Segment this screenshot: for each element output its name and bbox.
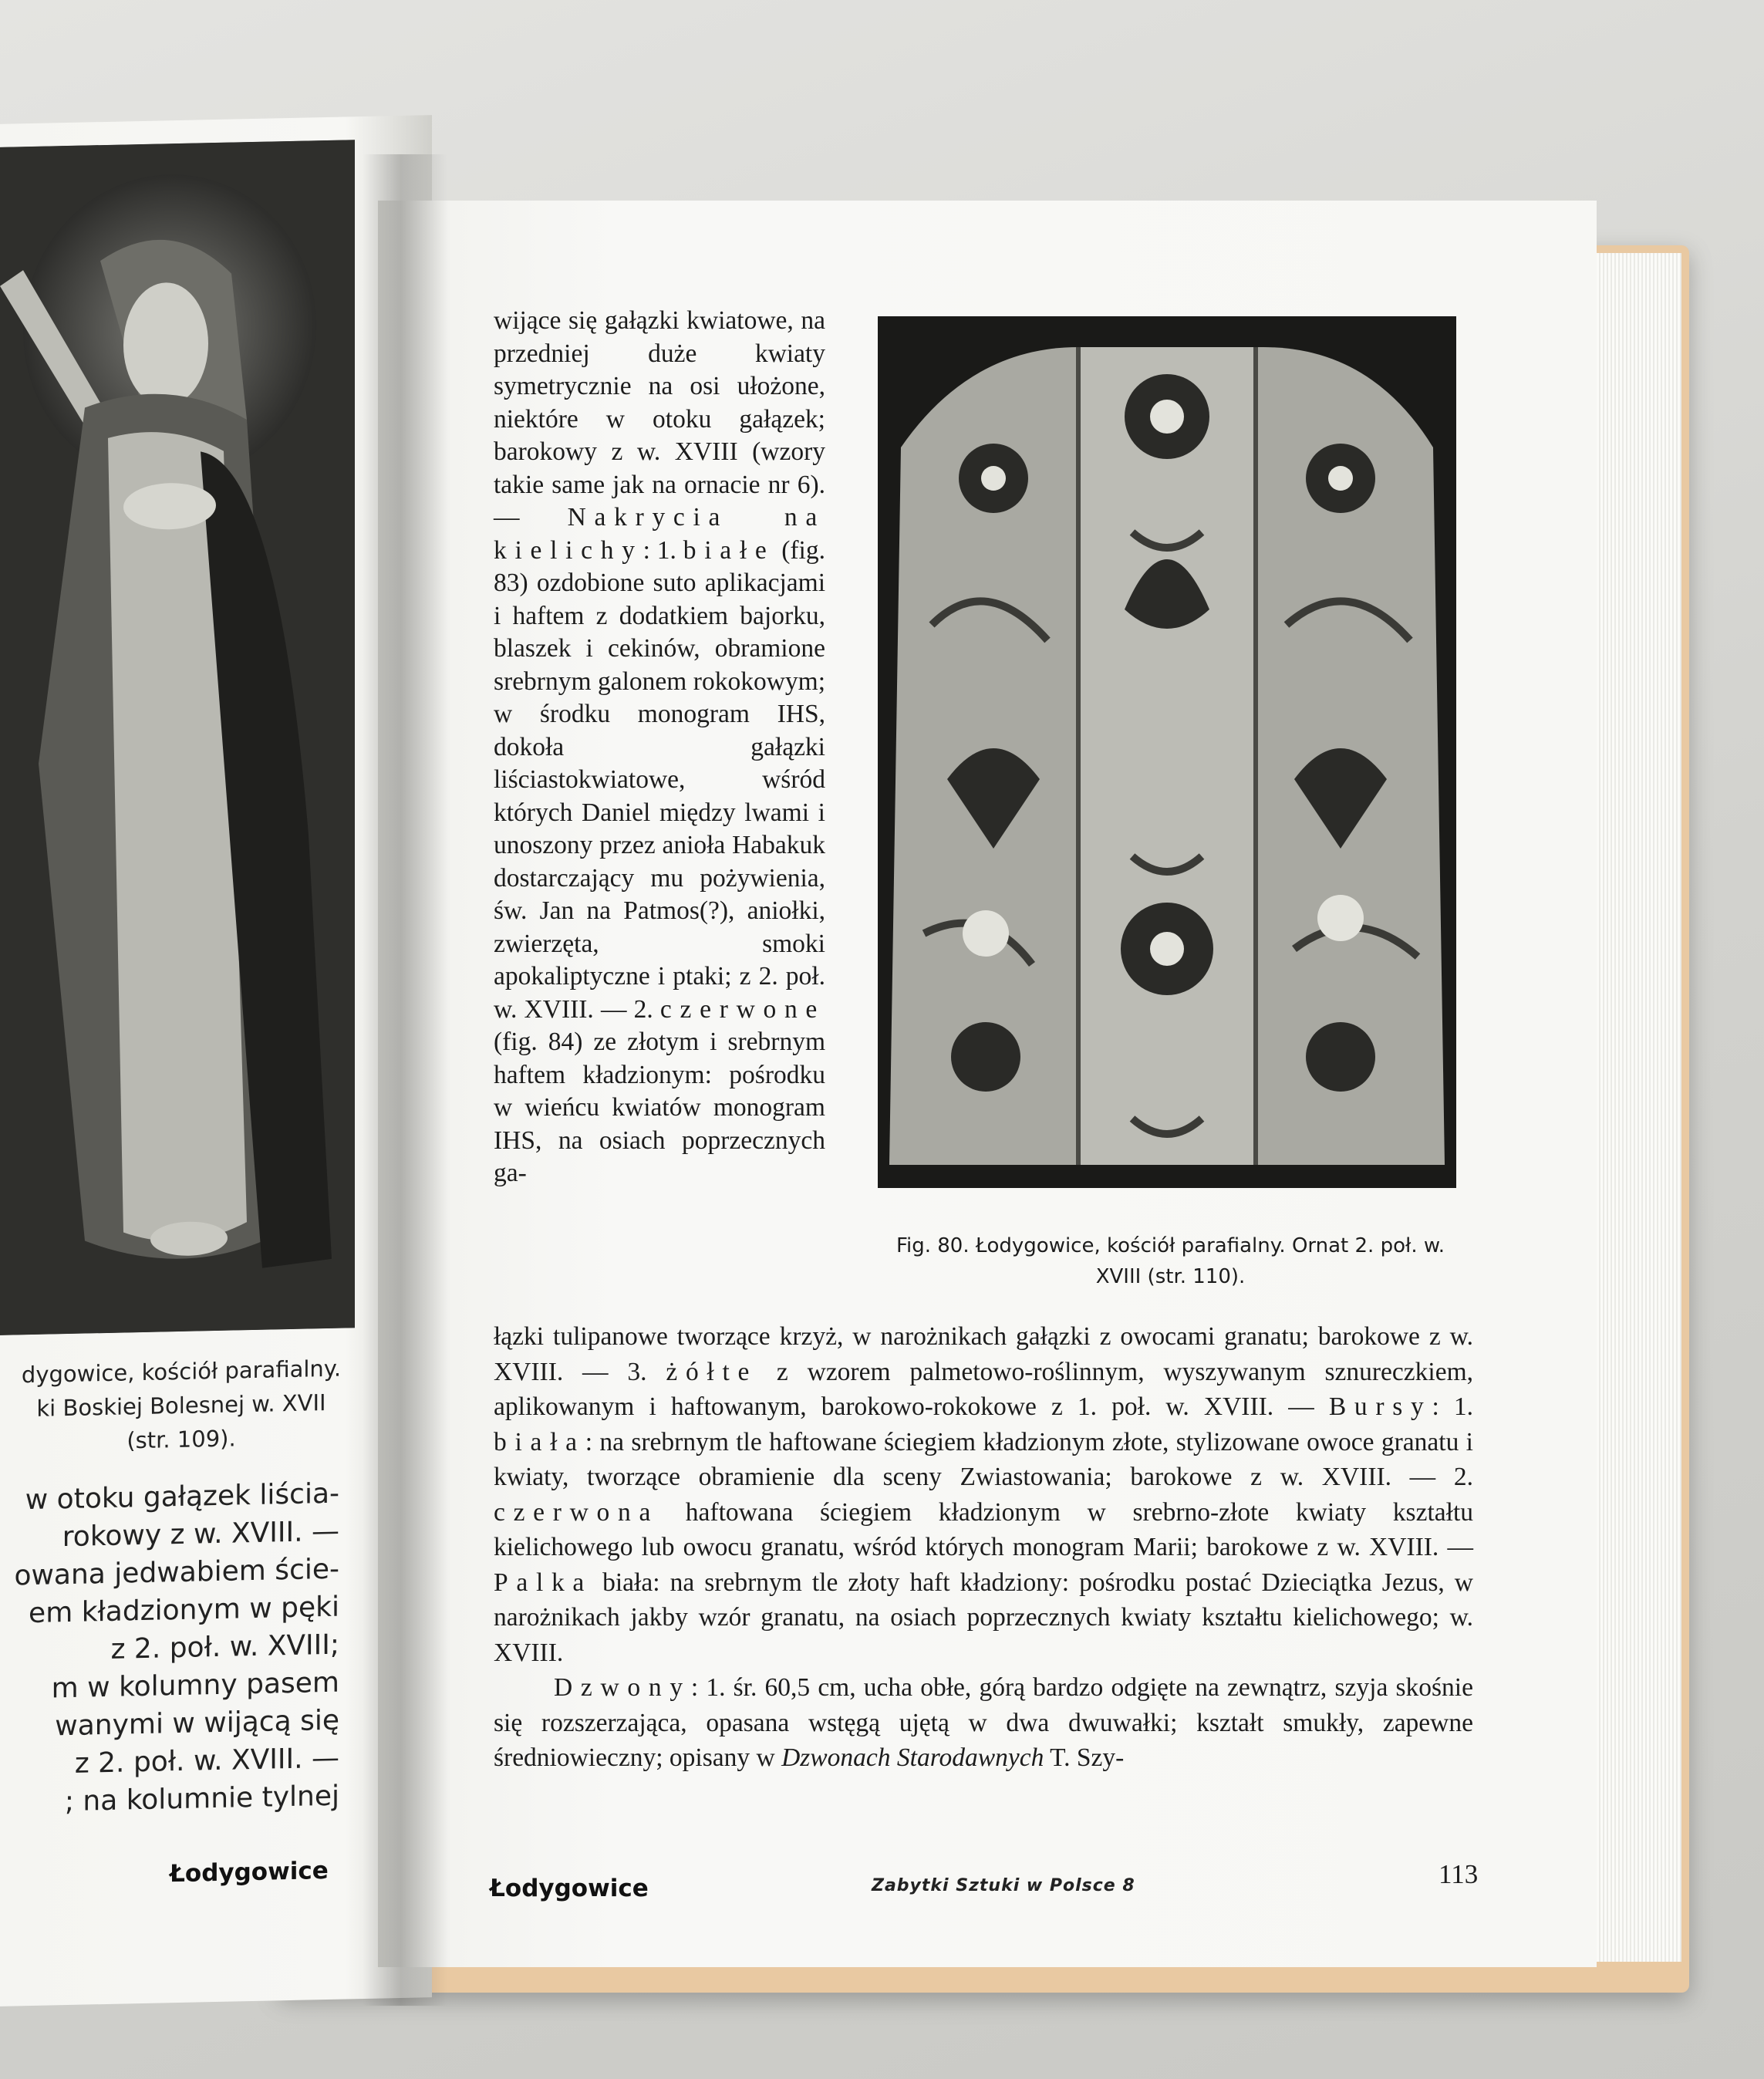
column-text [494,305,825,1190]
paragraph [494,1670,1473,1776]
left-figure-caption [0,1351,363,1460]
text-run: : na srebrnym tle haftowane ściegiem kładzionym złote, stylizowane owoce granatu i kwiaty, tworzące obramienie dla sceny Zwiastowania; barokowe z w. XVIII. — 2. [494,1427,1473,1491]
text-line: z 2. poł. w. XVIII. — [74,1742,339,1780]
text-line: owana jedwabiem ście- [14,1553,339,1592]
text-line: z 2. poł. w. XVIII; [110,1628,339,1666]
paragraph [494,1319,1473,1670]
spaced-term: białe [683,535,775,565]
text-run: łązki tulipanowe tworzące krzyż, w narożnikach gałązki z owocami granatu; barokowe z w. XVIII. — 3. [494,1322,1473,1386]
book-gutter-shadow [363,154,447,2006]
running-footer-series: Zabytki Sztuki w Polsce 8 [872,1876,1135,1895]
spaced-term: Palka [494,1568,593,1597]
right-page [378,201,1597,1967]
text-run: (fig. 84) ze złotym i srebrnym haftem kładzionym: pośrodku w wieńcu kwiatów monogram IHS, na osiach poprzecznych ga- [494,1028,825,1187]
text-run: : na srebrnym tle złoty haft kładziony: pośrodku postać Dzieciątka Jezus, w narożnikach jakby wzór granatu, na osiach poprzecznych kwiaty kształtu kielichowego; w. XVIII. [494,1568,1474,1667]
text-line: wanymi w wijącą się [55,1704,339,1743]
caption-line: (str. 109). [126,1425,236,1454]
chasuble-photo-image [878,316,1456,1188]
spaced-term: czerwone [659,994,826,1024]
text-run: biała [602,1568,653,1597]
full-width-text [494,1319,1473,1776]
running-footer-place: Łodygowice [490,1875,649,1902]
caption-line: dygowice, kościół parafialny. [21,1355,342,1389]
spaced-term: czerwona [494,1497,659,1527]
text-run: z wzorem palmetowo-roślinnym, wyszywanym sznureczkiem, aplikowanym i haftowanym, barokowo-rokokowe z 1. poł. w. XVIII. — [494,1357,1474,1421]
spaced-term: Bursy [1328,1392,1432,1421]
madonna-painting-image [0,140,355,1335]
figure-caption: Fig. 80. Łodygowice, kościół parafialny. Ornat 2. poł. w. XVIII (str. 110). [895,1234,1445,1288]
text-run: wijące się gałązki kwiatowe, na przedniej duże kwiaty symetrycznie na osi ułożone, niektóre w otoku gałązek; barokowy z w. XVIII (wzory takie same jak na ornacie nr 6). — [494,306,825,532]
text-run: : 1. [643,535,676,565]
spaced-term: biała [494,1427,585,1456]
page-edges [1585,253,1681,1962]
caption-line: ki Boskiej Bolesnej w. XVII [36,1389,326,1422]
spaced-term: Nakrycia na kielichy [494,503,825,565]
text-line: rokowy z w. XVIII. — [62,1515,339,1554]
spaced-term: żółte [666,1357,758,1386]
text-line: m w kolumny pasem [51,1666,339,1705]
page-number: 113 [1439,1859,1479,1889]
text-run: haftowana ściegiem kładzionym w srebrno-złote kwiaty kształtu kielichowego lub owocu granatu, wśród których monogram Marii; barokowe z w. XVIII. — [494,1497,1474,1561]
text-run: : 1. śr. 60,5 cm, ucha obłe, górą bardzo odgięte na zewnątrz, szyja skośnie się rozszerzająca, opasana wstęgą ujętą w dwa dwuwałki; kształt smukły, zapewne średniowieczny; opisany w [494,1673,1473,1772]
text-run: (fig. 83) ozdobione suto aplikacjami i haftem z dodatkiem bajorku, blaszek i cekinów, obramione srebrnym galonem rokokowym; w środku monogram IHS, dokoła gałązki liściastokwiatowe, wśród których Daniel między lwami i unoszony przez anioła Habakuk dostarczający mu pożywienia, św. Jan na Patmos(?), aniołki, zwierzęta, smoki apokaliptyczne i ptaki; z 2. poł. w. XVIII. — 2. [494,535,825,1024]
text-run: T. Szy- [1050,1743,1125,1772]
text-run: : 1. [1432,1392,1474,1421]
text-line: ; na kolumnie tylnej [64,1780,339,1818]
text-line: w otoku gałązek liścia- [25,1477,339,1517]
text-line: em kładzionym w pęki [29,1591,339,1630]
spaced-term: Dzwony [554,1673,691,1702]
left-body-text [0,1475,339,1822]
book-title: Dzwonach Starodawnych [781,1743,1044,1772]
left-running-footer: Łodygowice [170,1856,329,1888]
